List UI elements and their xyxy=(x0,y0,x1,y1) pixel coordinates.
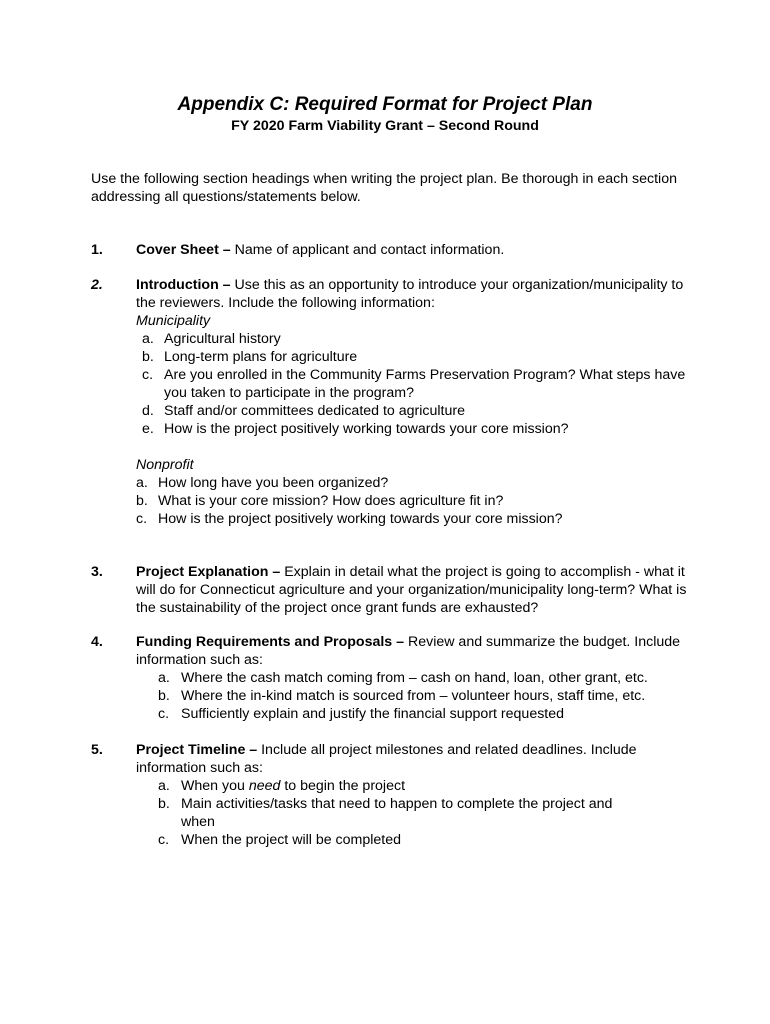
section-body xyxy=(136,633,691,723)
section-number: 1. xyxy=(91,242,103,258)
list-item: e. How is the project positively working towards your core mission? xyxy=(142,421,569,437)
list-item: b. Main activities/tasks that need to happen to complete the project and when xyxy=(158,796,613,830)
section-number: 5. xyxy=(91,742,103,758)
list-item: c. How is the project positively working towards your core mission? xyxy=(136,511,563,527)
list-item: a. Agricultural history xyxy=(142,331,281,347)
section-body xyxy=(136,241,691,259)
group-label-municipality: Municipality xyxy=(136,313,211,329)
group-label-nonprofit: Nonprofit xyxy=(136,457,194,473)
timeline-list xyxy=(136,777,691,849)
section-text: Name of applicant and contact information. xyxy=(230,242,505,258)
section-number: 3. xyxy=(91,564,103,580)
section-text: Review and summarize the budget. Include information such as: xyxy=(136,634,681,668)
list-item: c. Are you enrolled in the Community Farms Preservation Program? What steps have you taken to participate in the program? xyxy=(142,367,686,401)
list-item: c. Sufficiently explain and justify the financial support requested xyxy=(158,706,565,722)
list-item: d. Staff and/or committees dedicated to agriculture xyxy=(142,403,465,419)
section-heading: Project Timeline – xyxy=(136,742,258,758)
intro-paragraph: Use the following section headings when writing the project plan. Be thorough in each section addressing all questions/statements below. xyxy=(91,171,677,205)
list-item: b. Where the in-kind match is sourced from – volunteer hours, staff time, etc. xyxy=(158,688,646,704)
section-heading: Funding Requirements and Proposals – xyxy=(136,634,405,650)
section-heading: Cover Sheet – xyxy=(136,242,231,258)
page-title: Appendix C: Required Format for Project Plan xyxy=(177,94,593,115)
section-body xyxy=(136,276,691,528)
section-text: Use this as an opportunity to introduce your organization/municipality to the reviewers. Include the following information: xyxy=(136,277,684,311)
section-heading: Project Explanation – xyxy=(136,564,281,580)
section-body xyxy=(136,741,691,849)
list-item: a. How long have you been organized? xyxy=(136,475,389,491)
list-item: c. When the project will be completed xyxy=(158,832,402,848)
section-body xyxy=(136,563,691,617)
nonprofit-list xyxy=(136,474,691,528)
funding-list xyxy=(136,669,691,723)
section-number: 2. xyxy=(91,277,103,293)
municipality-list xyxy=(136,330,691,438)
list-item: a. When you need to begin the project xyxy=(158,778,406,794)
page-subtitle: FY 2020 Farm Viability Grant – Second Round xyxy=(231,118,539,134)
section-text: Include all project milestones and related deadlines. Include information such as: xyxy=(136,742,637,776)
section-number: 4. xyxy=(91,634,103,650)
section-heading: Introduction – xyxy=(136,277,231,293)
list-item: a. Where the cash match coming from – cash on hand, loan, other grant, etc. xyxy=(158,670,648,686)
section-text: Explain in detail what the project is going to accomplish - what it will do for Connecticut agriculture and your organization/municipality long-term? What is the sustainability of the project once grant funds are exhausted? xyxy=(136,564,687,616)
list-item: b. Long-term plans for agriculture xyxy=(142,349,358,365)
list-item: b. What is your core mission? How does agriculture fit in? xyxy=(136,493,504,509)
